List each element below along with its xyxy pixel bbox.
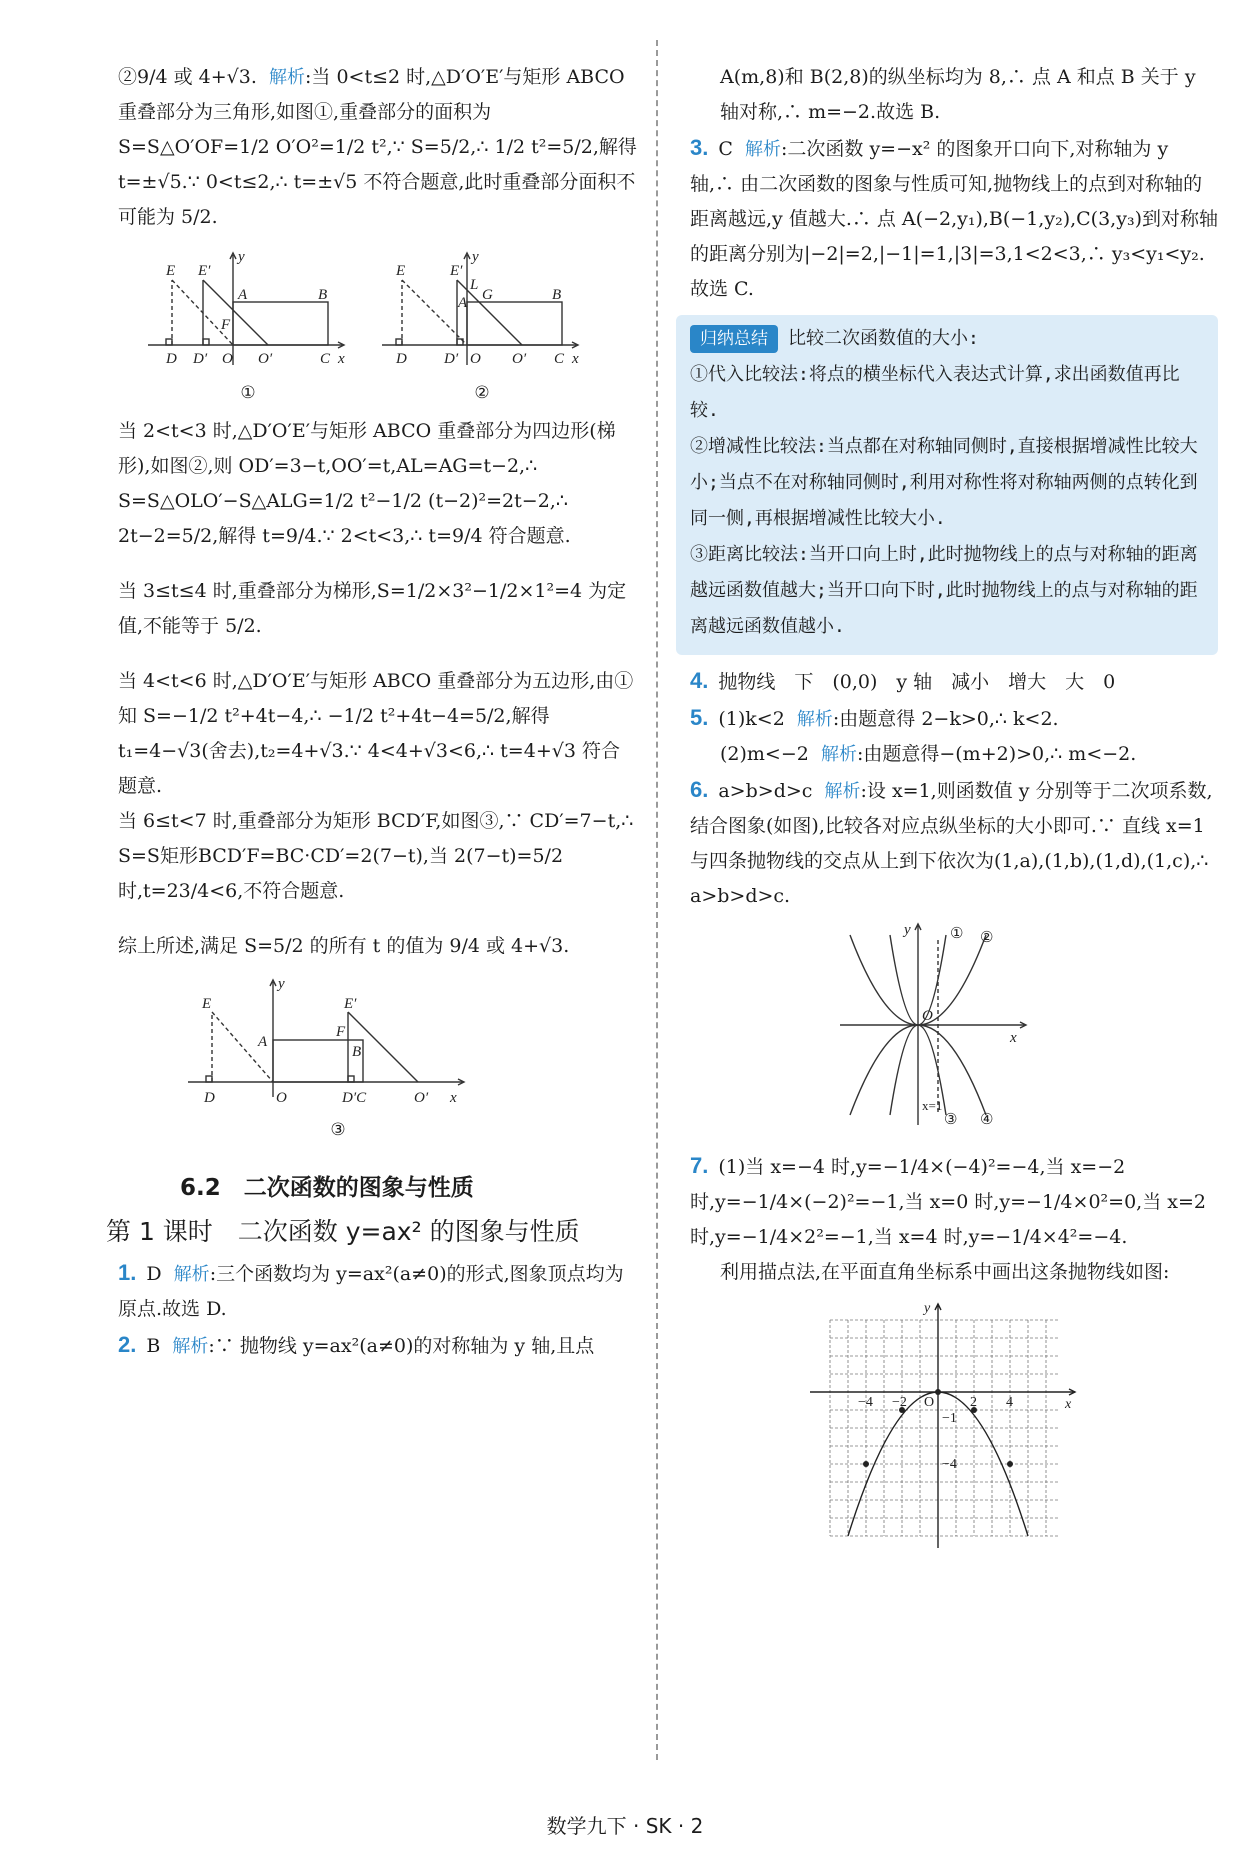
svg-text:E′: E′ [450,263,463,279]
figure-2-diagram [382,245,582,375]
figure-2-caption: ② [474,383,490,402]
svg-text:F: F [336,1024,346,1040]
svg-text:O′: O′ [512,351,527,367]
svg-text:④: ④ [980,1112,994,1128]
svg-text:y: y [238,249,245,265]
svg-text:B: B [318,287,328,303]
svg-text:E′: E′ [344,996,357,1012]
svg-text:O: O [470,351,481,367]
svg-text:2: 2 [970,1395,977,1410]
solution-paragraph-3: 当 3≤t≤4 时,重叠部分为梯形,S=1/2×3²−1/2×1²=4 为定值,不能等于 5/2. [118,580,627,637]
question-2-continued: A(m,8)和 B(2,8)的纵坐标均为 8,∴ 点 A 和点 B 关于 y 轴对称,∴ m=−2.故选 B. [720,66,1196,123]
svg-text:−4: −4 [858,1395,873,1410]
svg-text:D′: D′ [444,351,459,367]
svg-text:E: E [166,263,176,279]
column-divider [656,40,658,1760]
svg-text:y: y [278,976,285,992]
svg-text:③: ③ [944,1112,958,1128]
question-5: 5. (1)k<2 解析:由题意得 2−k>0,∴ k<2. [690,705,1059,730]
figure-1-caption: ① [240,383,256,402]
question-7-graph [810,1300,1218,1562]
svg-text:G: G [482,287,493,303]
question-1: 1. D 解析:三个函数均为 y=ax²(a≠0)的形式,图象顶点均为原点.故选 D. [118,1260,624,1320]
svg-text:x: x [1010,1030,1017,1046]
right-column [690,60,1218,1562]
left-column [106,60,638,1364]
summary-badge: 归纳总结 [690,325,778,353]
summary-item-3: ③距离比较法:当开口向上时,此时抛物线上的点与对称轴的距离越远函数值越大;当开口向下时,此时抛物线上的点与对称轴的距离越远函数值越小. [690,544,1198,637]
lesson-title: 第 1 课时 二次函数 y=ax² 的图象与性质 [106,1217,580,1246]
svg-text:C: C [320,351,331,367]
svg-text:A: A [258,1034,268,1050]
svg-text:F: F [221,317,231,333]
svg-text:O: O [924,1395,935,1410]
svg-text:O: O [276,1090,287,1106]
svg-text:②: ② [980,930,994,946]
svg-text:O: O [922,1008,933,1024]
parabola-grid-graph [810,1300,1080,1550]
svg-text:O′: O′ [258,351,273,367]
svg-text:A: A [238,287,248,303]
svg-text:E: E [202,996,212,1012]
svg-text:x: x [450,1090,457,1106]
svg-text:D: D [396,351,407,367]
solution-paragraph-1: ②9/4 或 4+√3. 解析:当 0<t≤2 时,△D′O′E′与矩形 ABCO 重叠部分为三角形,如图①,重叠部分的面积为 S=S△O′OF=1/2 O′O²=1/2 t²,∵ S=5/2,∴ 1/2 t²=5/2,解得 t=±√5.∵ 0<t≤2,∴ t=±√5 不符合题意,此时重叠部分面积不可能为 5/2. [118,66,637,228]
summary-item-2: ②增减性比较法:当点都在对称轴同侧时,直接根据增减性比较大小;当点不在对称轴同侧时,利用对称性将对称轴两侧的点转化到同一侧,再根据增减性比较大小. [690,436,1198,529]
svg-text:E: E [396,263,406,279]
solution-paragraph-2: 当 2<t<3 时,△D′O′E′与矩形 ABCO 重叠部分为四边形(梯形),如图②,则 OD′=3−t,OO′=t,AL=AG=t−2,∴ S=S△OLO′−S△ALG=1/2 t²−1/2 (t−2)²=2t−2,∴ 2t−2=5/2,解得 t=9/4.∵ 2<t<3,∴ t=9/4 符合题意. [118,420,616,547]
svg-text:x=1: x=1 [922,1098,943,1113]
parabola-family-diagram [840,920,1030,1130]
question-7: 7. (1)当 x=−4 时,y=−1/4×(−4)²=−4,当 x=−2 时,y=−1/4×(−2)²=−1,当 x=0 时,y=−1/4×0²=0,当 x=2 时,y=−1/4×2²=−1,当 x=4 时,y=−1/4×4²=−4. [690,1153,1206,1248]
svg-text:O′: O′ [414,1090,429,1106]
svg-text:y: y [472,249,479,265]
summary-title: 比较二次函数值的大小: [788,328,979,349]
section-title: 6.2 二次函数的图象与性质 [180,1175,474,1201]
question-7-text-2: 利用描点法,在平面直角坐标系中画出这条抛物线如图: [720,1261,1170,1283]
svg-text:−1: −1 [942,1411,957,1426]
figure-3-caption: ③ [330,1120,346,1139]
question-2: 2. B 解析:∵ 抛物线 y=ax²(a≠0)的对称轴为 y 轴,且点 [118,1332,595,1357]
svg-text:O: O [222,351,233,367]
svg-text:x: x [572,351,579,367]
svg-text:B: B [352,1044,362,1060]
svg-text:D: D [166,351,177,367]
question-6-figure [840,920,1218,1142]
solution-paragraph-5: 当 6≤t<7 时,重叠部分为矩形 BCD′F,如图③,∵ CD′=7−t,∴ S=S矩形BCD′F=BC·CD′=2(7−t),当 2(7−t)=5/2 时,t=23/4<6,不符合题意. [118,810,634,902]
figure-3-diagram [188,972,468,1112]
question-6: 6. a>b>d>c 解析:设 x=1,则函数值 y 分别等于二次项系数,结合图象(如图),比较各对应点纵坐标的大小即可.∵ 直线 x=1 与四条抛物线的交点从上到下依次为(1,a),(1,b),(1,d),(1,c),∴ a>b>d>c. [690,777,1213,907]
svg-text:E′: E′ [198,263,211,279]
figure-2 [382,245,582,410]
summary-item-1: ①代入比较法:将点的横坐标代入表达式计算,求出函数值再比较. [690,364,1180,421]
solution-paragraph-6: 综上所述,满足 S=5/2 的所有 t 的值为 9/4 或 4+√3. [118,935,570,957]
figure-row-1-2 [148,245,638,410]
summary-box [676,315,1218,655]
svg-text:x: x [338,351,345,367]
svg-text:D: D [204,1090,215,1106]
svg-text:A: A [458,295,468,311]
figure-1 [148,245,348,410]
svg-text:D′: D′ [193,351,208,367]
analysis-label: 解析 [269,67,305,88]
svg-text:①: ① [950,926,964,942]
svg-text:x: x [1065,1397,1072,1412]
question-5-part-2: (2)m<−2 解析:由题意得−(m+2)>0,∴ m<−2. [720,743,1137,765]
solution-paragraph-4: 当 4<t<6 时,△D′O′E′与矩形 ABCO 重叠部分为五边形,由①知 S=−1/2 t²+4t−4,∴ −1/2 t²+4t−4=5/2,解得 t₁=4−√3(舍去),t₂=4+√3.∵ 4<4+√3<6,∴ t=4+√3 符合题意. [118,670,634,797]
svg-text:y: y [924,1301,931,1316]
figure-1-diagram [148,245,348,375]
page-footer: 数学九下 · SK · 2 [546,1814,704,1838]
question-3: 3. C 解析:二次函数 y=−x² 的图象开口向下,对称轴为 y 轴,∴ 由二次函数的图象与性质可知,抛物线上的点到对称轴的距离越远,y 值越大.∴ 点 A(−2,y₁),B(−1,y₂),C(3,y₃)到对称轴的距离分别为|−2|=2,|−1|=1,|3|=3,1<2<3,∴ y₃<y₁<y₂.故选 C. [690,135,1218,300]
svg-text:L: L [470,277,479,293]
svg-text:C: C [554,351,565,367]
svg-text:−4: −4 [942,1457,957,1472]
question-4: 4. 抛物线 下 (0,0) y 轴 减小 增大 大 0 [690,668,1116,693]
svg-text:D′C: D′C [342,1090,367,1106]
svg-text:B: B [552,287,562,303]
svg-text:4: 4 [1006,1395,1013,1410]
svg-text:y: y [904,922,911,938]
svg-text:−2: −2 [892,1395,907,1410]
figure-3 [188,972,488,1147]
